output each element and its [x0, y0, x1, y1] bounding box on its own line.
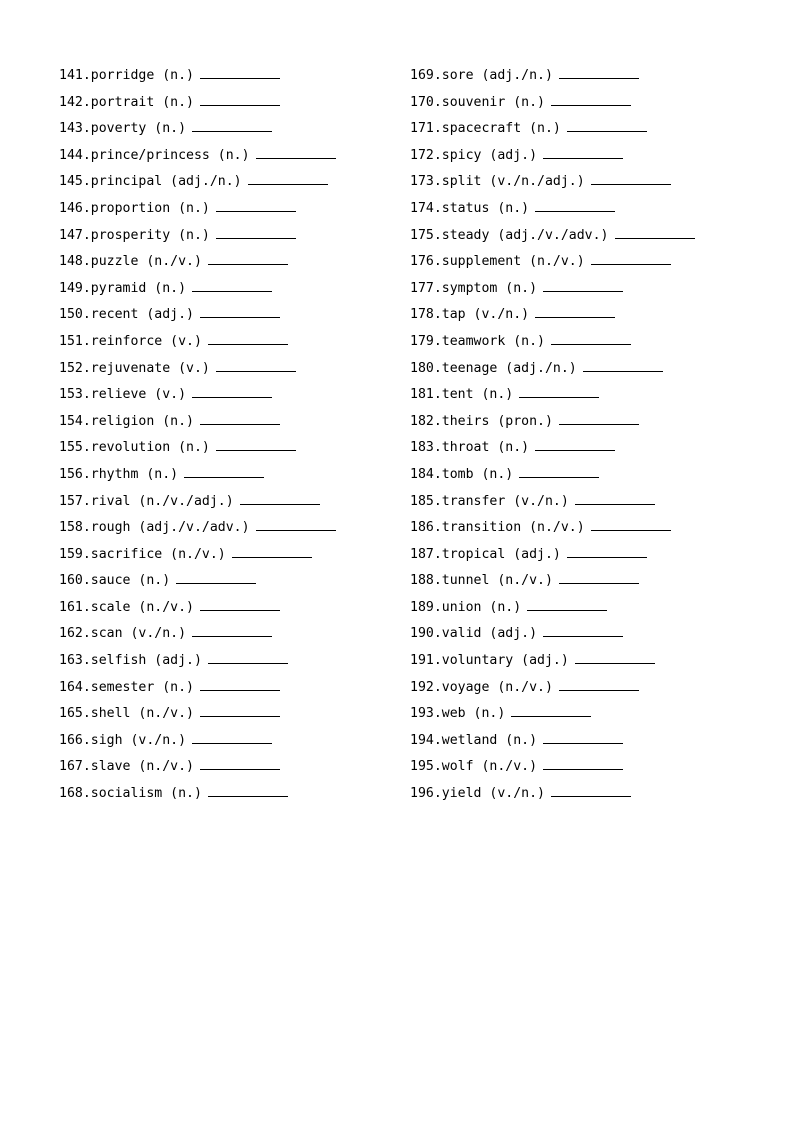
vocab-item — [59, 516, 336, 543]
vocab-item — [410, 569, 695, 596]
answer-blank[interactable] — [551, 782, 631, 797]
vocab-item — [59, 622, 336, 649]
vocab-term: 153.relieve (v.) — [59, 387, 187, 403]
vocab-item — [410, 755, 695, 782]
vocab-term: 178.tap (v./n.) — [410, 307, 530, 323]
vocab-term: 167.slave (n./v.) — [59, 759, 194, 775]
vocab-item — [59, 649, 336, 676]
answer-blank[interactable] — [208, 330, 288, 345]
vocab-term: 181.tent (n.) — [410, 387, 514, 403]
answer-blank[interactable] — [192, 622, 272, 637]
vocab-item — [410, 330, 695, 357]
vocab-term: 185.transfer (v./n.) — [410, 493, 569, 509]
vocab-term: 163.selfish (adj.) — [59, 653, 202, 669]
vocab-term: 189.union (n.) — [410, 599, 522, 615]
vocab-item — [410, 490, 695, 517]
answer-blank[interactable] — [559, 410, 639, 425]
answer-blank[interactable] — [535, 436, 615, 451]
answer-blank[interactable] — [527, 596, 607, 611]
vocab-term: 168.socialism (n.) — [59, 786, 202, 802]
answer-blank[interactable] — [176, 569, 256, 584]
vocab-item — [410, 676, 695, 703]
vocab-item — [59, 357, 336, 384]
vocab-item — [59, 250, 336, 277]
vocab-item — [59, 64, 336, 91]
answer-blank[interactable] — [615, 224, 695, 239]
vocab-term: 177.symptom (n.) — [410, 280, 538, 296]
vocab-term: 173.split (v./n./adj.) — [410, 174, 585, 190]
vocab-item — [59, 463, 336, 490]
vocab-term: 180.teenage (adj./n.) — [410, 360, 577, 376]
answer-blank[interactable] — [567, 117, 647, 132]
vocab-term: 149.pyramid (n.) — [59, 280, 187, 296]
answer-blank[interactable] — [551, 91, 631, 106]
vocab-item — [410, 303, 695, 330]
answer-blank[interactable] — [535, 303, 615, 318]
answer-blank[interactable] — [519, 463, 599, 478]
answer-blank[interactable] — [208, 782, 288, 797]
vocab-item — [410, 410, 695, 437]
vocab-column-left — [59, 64, 336, 809]
answer-blank[interactable] — [200, 676, 280, 691]
vocab-term: 145.principal (adj./n.) — [59, 174, 242, 190]
vocab-item — [410, 436, 695, 463]
vocab-item — [59, 330, 336, 357]
answer-blank[interactable] — [200, 91, 280, 106]
answer-blank[interactable] — [559, 569, 639, 584]
answer-blank[interactable] — [591, 250, 671, 265]
vocab-term: 176.supplement (n./v.) — [410, 254, 585, 270]
vocab-term: 183.throat (n.) — [410, 440, 530, 456]
vocab-item — [410, 702, 695, 729]
vocab-item — [410, 649, 695, 676]
vocab-item — [410, 170, 695, 197]
vocab-term: 157.rival (n./v./adj.) — [59, 493, 234, 509]
vocab-item — [410, 782, 695, 809]
vocab-item — [410, 224, 695, 251]
vocab-term: 169.sore (adj./n.) — [410, 68, 553, 83]
answer-blank[interactable] — [256, 516, 336, 531]
vocab-term: 170.souvenir (n.) — [410, 94, 545, 110]
answer-blank[interactable] — [192, 277, 272, 292]
answer-blank[interactable] — [200, 410, 280, 425]
answer-blank[interactable] — [248, 170, 328, 185]
vocab-term: 148.puzzle (n./v.) — [59, 254, 202, 270]
answer-blank[interactable] — [575, 649, 655, 664]
vocab-item — [410, 91, 695, 118]
vocab-term: 191.voluntary (adj.) — [410, 653, 569, 669]
answer-blank[interactable] — [511, 702, 591, 717]
answer-blank[interactable] — [519, 383, 599, 398]
vocab-item — [59, 383, 336, 410]
vocab-term: 159.sacrifice (n./v.) — [59, 546, 226, 562]
answer-blank[interactable] — [543, 755, 623, 770]
vocab-term: 182.theirs (pron.) — [410, 413, 553, 429]
vocab-term: 164.semester (n.) — [59, 679, 194, 695]
answer-blank[interactable] — [543, 144, 623, 159]
vocab-item — [59, 569, 336, 596]
answer-blank[interactable] — [200, 64, 280, 79]
vocab-item — [59, 144, 336, 171]
vocab-item — [410, 383, 695, 410]
vocab-term: 172.spicy (adj.) — [410, 147, 538, 163]
answer-blank[interactable] — [559, 676, 639, 691]
vocab-item — [410, 357, 695, 384]
vocab-term: 186.transition (n./v.) — [410, 520, 585, 536]
vocab-item — [59, 303, 336, 330]
vocab-term: 192.voyage (n./v.) — [410, 679, 553, 695]
vocab-term: 193.web (n.) — [410, 706, 506, 722]
vocab-term: 147.prosperity (n.) — [59, 227, 210, 243]
answer-blank[interactable] — [567, 543, 647, 558]
vocab-item — [410, 622, 695, 649]
vocab-term: 156.rhythm (n.) — [59, 466, 179, 482]
vocab-item — [59, 170, 336, 197]
vocab-term: 190.valid (adj.) — [410, 626, 538, 642]
vocab-term: 195.wolf (n./v.) — [410, 759, 538, 775]
vocab-item — [59, 596, 336, 623]
vocab-item — [410, 144, 695, 171]
vocab-item — [410, 729, 695, 756]
answer-blank[interactable] — [192, 729, 272, 744]
answer-blank[interactable] — [543, 729, 623, 744]
answer-blank[interactable] — [535, 197, 615, 212]
vocab-term: 144.prince/princess (n.) — [59, 147, 250, 163]
vocab-term: 187.tropical (adj.) — [410, 546, 561, 562]
answer-blank[interactable] — [240, 490, 320, 505]
answer-blank[interactable] — [559, 64, 639, 79]
answer-blank[interactable] — [543, 277, 623, 292]
vocab-term: 166.sigh (v./n.) — [59, 732, 187, 748]
vocab-item — [59, 197, 336, 224]
vocab-item — [410, 543, 695, 570]
vocab-item — [59, 410, 336, 437]
vocab-term: 142.portrait (n.) — [59, 94, 194, 110]
vocab-item — [410, 250, 695, 277]
answer-blank[interactable] — [208, 649, 288, 664]
answer-blank[interactable] — [256, 144, 336, 159]
answer-blank[interactable] — [575, 490, 655, 505]
vocab-term: 162.scan (v./n.) — [59, 626, 187, 642]
answer-blank[interactable] — [216, 197, 296, 212]
vocab-term: 179.teamwork (n.) — [410, 333, 545, 349]
answer-blank[interactable] — [543, 622, 623, 637]
vocab-item — [59, 755, 336, 782]
answer-blank[interactable] — [184, 463, 264, 478]
vocab-term: 196.yield (v./n.) — [410, 786, 545, 802]
vocab-term: 161.scale (n./v.) — [59, 599, 194, 615]
vocab-item — [59, 676, 336, 703]
answer-blank[interactable] — [591, 516, 671, 531]
vocab-item — [59, 543, 336, 570]
vocab-term: 152.rejuvenate (v.) — [59, 360, 210, 376]
answer-blank[interactable] — [192, 383, 272, 398]
vocab-term: 165.shell (n./v.) — [59, 706, 194, 722]
answer-blank[interactable] — [216, 224, 296, 239]
vocab-term: 188.tunnel (n./v.) — [410, 573, 553, 589]
vocab-item — [59, 702, 336, 729]
answer-blank[interactable] — [200, 702, 280, 717]
vocab-term: 175.steady (adj./v./adv.) — [410, 227, 609, 243]
vocab-term: 146.proportion (n.) — [59, 200, 210, 216]
vocab-column-right — [410, 64, 695, 809]
vocab-item — [59, 277, 336, 304]
vocab-term: 160.sauce (n.) — [59, 573, 171, 589]
vocab-term: 184.tomb (n.) — [410, 466, 514, 482]
answer-blank[interactable] — [200, 755, 280, 770]
vocab-term: 150.recent (adj.) — [59, 307, 194, 323]
answer-blank[interactable] — [216, 436, 296, 451]
vocab-term: 158.rough (adj./v./adv.) — [59, 520, 250, 536]
vocab-term: 174.status (n.) — [410, 200, 530, 216]
vocab-term: 155.revolution (n.) — [59, 440, 210, 456]
vocab-item — [59, 91, 336, 118]
answer-blank[interactable] — [232, 543, 312, 558]
vocab-item — [59, 782, 336, 809]
vocab-item — [410, 64, 695, 91]
vocab-term: 143.poverty (n.) — [59, 121, 187, 137]
answer-blank[interactable] — [200, 303, 280, 318]
vocab-term: 141.porridge (n.) — [59, 68, 194, 83]
vocab-item — [410, 117, 695, 144]
vocab-term: 151.reinforce (v.) — [59, 333, 202, 349]
vocab-term: 154.religion (n.) — [59, 413, 194, 429]
vocab-item — [410, 197, 695, 224]
vocab-item — [410, 516, 695, 543]
answer-blank[interactable] — [192, 117, 272, 132]
vocab-item — [59, 490, 336, 517]
vocab-term: 194.wetland (n.) — [410, 732, 538, 748]
vocab-item — [410, 596, 695, 623]
answer-blank[interactable] — [583, 357, 663, 372]
answer-blank[interactable] — [591, 170, 671, 185]
vocab-item — [59, 117, 336, 144]
vocab-item — [59, 436, 336, 463]
vocab-term: 171.spacecraft (n.) — [410, 121, 561, 137]
answer-blank[interactable] — [551, 330, 631, 345]
vocab-item — [410, 463, 695, 490]
answer-blank[interactable] — [200, 596, 280, 611]
vocab-item — [59, 224, 336, 251]
answer-blank[interactable] — [208, 250, 288, 265]
vocab-item — [59, 729, 336, 756]
vocab-item — [410, 277, 695, 304]
answer-blank[interactable] — [216, 357, 296, 372]
